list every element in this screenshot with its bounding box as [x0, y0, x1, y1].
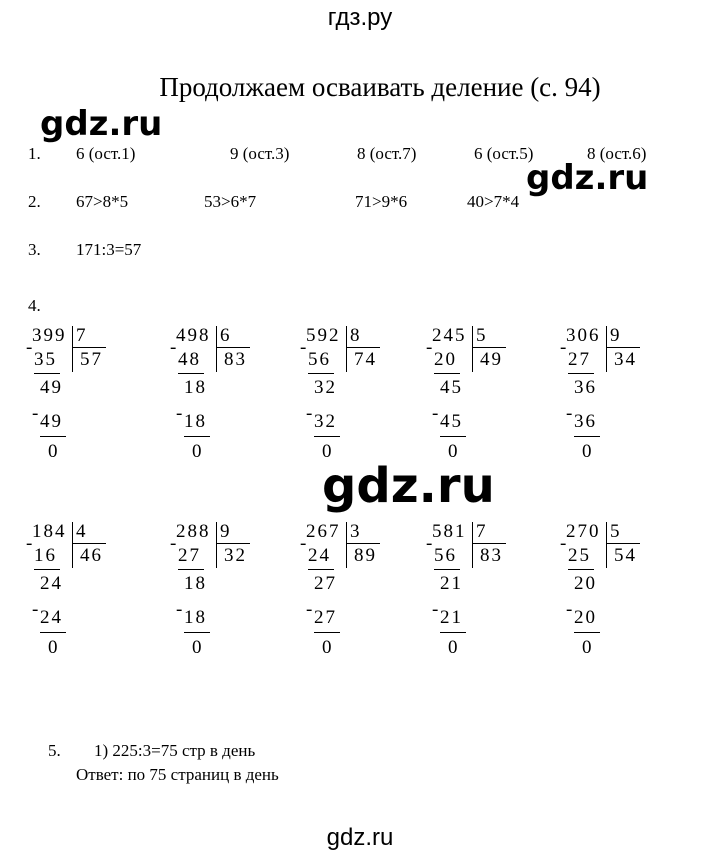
minus-sign: -	[432, 599, 441, 620]
quotient-line	[346, 347, 380, 348]
divisor: 3	[350, 521, 362, 542]
quotient-line	[472, 347, 506, 348]
long-division	[562, 522, 672, 672]
subtrahend: 48	[178, 349, 201, 370]
subtraction-line	[574, 436, 600, 437]
remainder: 0	[322, 637, 334, 658]
dividend: 288	[176, 521, 211, 542]
quotient-line	[606, 543, 640, 544]
task5-answer: Ответ: по 75 страниц в день	[76, 765, 279, 784]
quotient: 34	[614, 349, 637, 370]
minus-sign: -	[170, 337, 179, 358]
quotient-line	[606, 347, 640, 348]
subtraction-line	[40, 436, 66, 437]
division-bar	[346, 326, 347, 372]
divisor: 4	[76, 521, 88, 542]
partial-dividend: 27	[314, 573, 337, 594]
remainder: 0	[322, 441, 334, 462]
dividend: 245	[432, 325, 467, 346]
subtrahend: 25	[568, 545, 591, 566]
partial-dividend: 32	[314, 377, 337, 398]
task1-item: 9 (ост.3)	[230, 144, 290, 163]
subtraction-line	[34, 373, 60, 374]
subtrahend: 49	[40, 411, 63, 432]
subtraction-line	[568, 569, 594, 570]
minus-sign: -	[432, 403, 441, 424]
remainder: 0	[448, 441, 460, 462]
quotient: 32	[224, 545, 247, 566]
subtraction-line	[434, 569, 460, 570]
watermark-center: gdz.ru	[322, 458, 495, 514]
long-division	[428, 522, 538, 672]
subtraction-line	[184, 632, 210, 633]
remainder: 0	[48, 637, 60, 658]
minus-sign: -	[426, 337, 435, 358]
task2-number: 2.	[28, 192, 41, 211]
partial-dividend: 36	[574, 377, 597, 398]
subtrahend: 27	[568, 349, 591, 370]
quotient: 83	[480, 545, 503, 566]
subtrahend: 20	[434, 349, 457, 370]
dividend: 270	[566, 521, 601, 542]
dividend: 498	[176, 325, 211, 346]
subtrahend: 18	[184, 411, 207, 432]
partial-dividend: 21	[440, 573, 463, 594]
divisor: 5	[610, 521, 622, 542]
subtrahend: 56	[434, 545, 457, 566]
long-division	[172, 326, 282, 476]
long-division	[302, 326, 412, 476]
minus-sign: -	[566, 599, 575, 620]
minus-sign: -	[300, 533, 309, 554]
watermark-right: gdz.ru	[526, 158, 649, 198]
partial-dividend: 18	[184, 377, 207, 398]
minus-sign: -	[170, 533, 179, 554]
division-bar	[216, 522, 217, 568]
quotient-line	[472, 543, 506, 544]
quotient: 54	[614, 545, 637, 566]
minus-sign: -	[26, 533, 35, 554]
task3-text: 171:3=57	[76, 240, 142, 259]
task1-number: 1.	[28, 144, 41, 163]
long-division	[28, 326, 138, 476]
divisor: 6	[220, 325, 232, 346]
quotient-line	[216, 347, 250, 348]
quotient: 49	[480, 349, 503, 370]
task2-item: 67>8*5	[76, 192, 129, 211]
quotient-line	[72, 347, 106, 348]
division-bar	[346, 522, 347, 568]
divisor: 9	[610, 325, 622, 346]
division-bar	[472, 326, 473, 372]
divisor: 7	[476, 521, 488, 542]
subtraction-line	[440, 632, 466, 633]
remainder: 0	[48, 441, 60, 462]
subtraction-line	[434, 373, 460, 374]
subtrahend: 24	[40, 607, 63, 628]
watermark-bottom: gdz.ru	[326, 824, 394, 851]
task1-item: 8 (ост.6)	[587, 144, 647, 163]
long-division	[28, 522, 138, 672]
minus-sign: -	[560, 533, 569, 554]
dividend: 399	[32, 325, 67, 346]
division-bar	[216, 326, 217, 372]
subtrahend: 18	[184, 607, 207, 628]
division-bar	[72, 326, 73, 372]
divisor: 9	[220, 521, 232, 542]
quotient: 57	[80, 349, 103, 370]
minus-sign: -	[306, 599, 315, 620]
partial-dividend: 24	[40, 573, 63, 594]
subtraction-line	[314, 632, 340, 633]
partial-dividend: 45	[440, 377, 463, 398]
task1-item: 6 (ост.1)	[76, 144, 136, 163]
division-bar	[606, 326, 607, 372]
dividend: 267	[306, 521, 341, 542]
subtrahend: 45	[440, 411, 463, 432]
partial-dividend: 20	[574, 573, 597, 594]
task1-item: 6 (ост.5)	[474, 144, 534, 163]
partial-dividend: 18	[184, 573, 207, 594]
subtrahend: 16	[34, 545, 57, 566]
minus-sign: -	[176, 403, 185, 424]
quotient-line	[216, 543, 250, 544]
division-bar	[472, 522, 473, 568]
remainder: 0	[582, 441, 594, 462]
task2-item: 71>9*6	[355, 192, 408, 211]
dividend: 592	[306, 325, 341, 346]
watermark-left: gdz.ru	[40, 104, 163, 144]
subtrahend: 32	[314, 411, 337, 432]
remainder: 0	[582, 637, 594, 658]
division-bar	[606, 522, 607, 568]
long-division	[172, 522, 282, 672]
dividend: 581	[432, 521, 467, 542]
dividend: 184	[32, 521, 67, 542]
minus-sign: -	[32, 599, 41, 620]
division-bar	[72, 522, 73, 568]
task1-item: 8 (ост.7)	[357, 144, 417, 163]
minus-sign: -	[32, 403, 41, 424]
subtraction-line	[308, 373, 334, 374]
subtraction-line	[184, 436, 210, 437]
task2-item: 53>6*7	[204, 192, 257, 211]
minus-sign: -	[306, 403, 315, 424]
long-division	[562, 326, 672, 476]
task5-solution: 1) 225:3=75 стр в день	[94, 741, 256, 760]
remainder: 0	[192, 637, 204, 658]
minus-sign: -	[300, 337, 309, 358]
subtrahend: 27	[178, 545, 201, 566]
subtraction-line	[568, 373, 594, 374]
task5-number: 5.	[48, 741, 61, 760]
divisor: 7	[76, 325, 88, 346]
minus-sign: -	[560, 337, 569, 358]
subtrahend: 35	[34, 349, 57, 370]
subtrahend: 20	[574, 607, 597, 628]
dividend: 306	[566, 325, 601, 346]
subtraction-line	[314, 436, 340, 437]
minus-sign: -	[566, 403, 575, 424]
subtraction-line	[40, 632, 66, 633]
long-division	[428, 326, 538, 476]
quotient: 46	[80, 545, 103, 566]
quotient-line	[346, 543, 380, 544]
remainder: 0	[192, 441, 204, 462]
subtraction-line	[574, 632, 600, 633]
subtrahend: 21	[440, 607, 463, 628]
subtrahend: 27	[314, 607, 337, 628]
quotient: 83	[224, 349, 247, 370]
minus-sign: -	[176, 599, 185, 620]
subtraction-line	[34, 569, 60, 570]
minus-sign: -	[26, 337, 35, 358]
task3-number: 3.	[28, 240, 41, 259]
subtrahend: 56	[308, 349, 331, 370]
minus-sign: -	[426, 533, 435, 554]
quotient: 74	[354, 349, 377, 370]
subtrahend: 36	[574, 411, 597, 432]
subtraction-line	[440, 436, 466, 437]
subtraction-line	[178, 569, 204, 570]
quotient: 89	[354, 545, 377, 566]
divisor: 8	[350, 325, 362, 346]
long-division	[302, 522, 412, 672]
remainder: 0	[448, 637, 460, 658]
task2-item: 40>7*4	[467, 192, 520, 211]
page-title: Продолжаем осваивать деление (с. 94)	[159, 72, 601, 102]
subtrahend: 24	[308, 545, 331, 566]
subtraction-line	[178, 373, 204, 374]
task4-number: 4.	[28, 296, 41, 315]
divisor: 5	[476, 325, 488, 346]
subtraction-line	[308, 569, 334, 570]
quotient-line	[72, 543, 106, 544]
watermark-top: гдз.ру	[327, 4, 393, 31]
partial-dividend: 49	[40, 377, 63, 398]
